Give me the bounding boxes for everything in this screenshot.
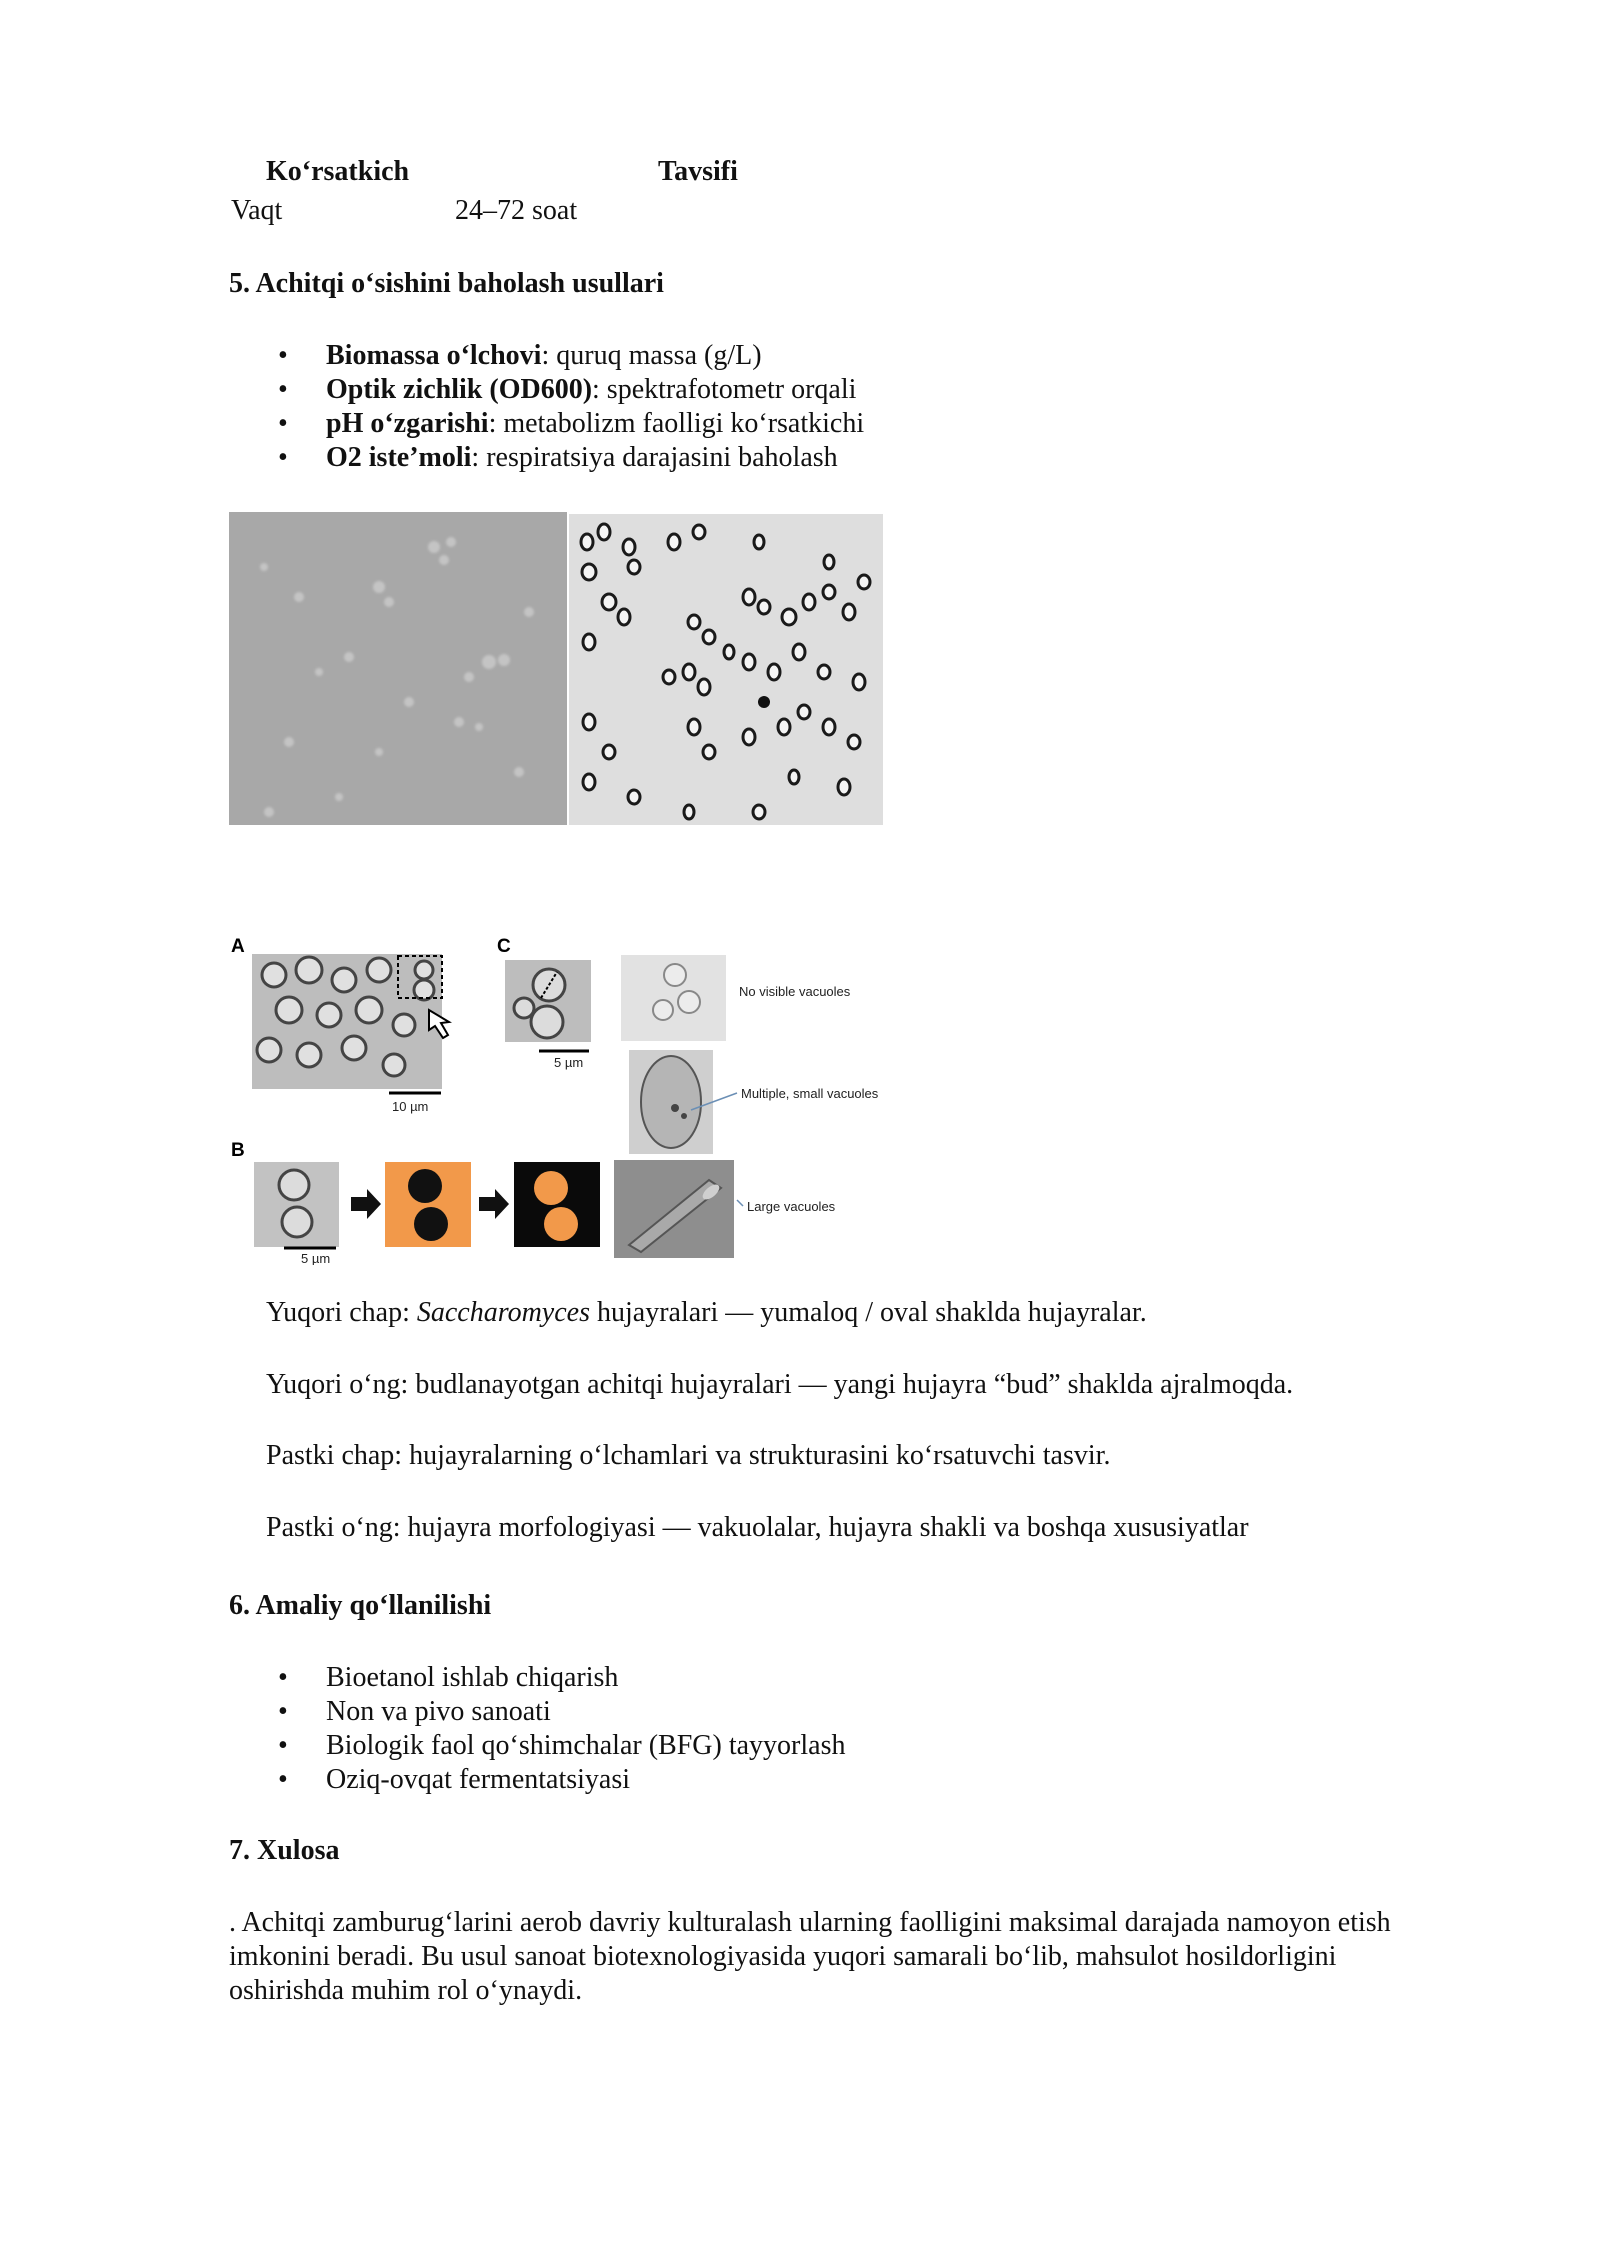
list-item [278,1695,845,1729]
conclusion-line-1: . Achitqi zamburugʻlarini aerob davriy kulturalash ularning faolligini maksimal darajada namoyon etish [229,1907,1391,1938]
section-5-heading: 5. Achitqi oʻsishini baholash usullari [229,268,664,299]
scale-10um: 10 µm [392,1099,429,1114]
conclusion-line-2: imkonini beradi. Bu usul sanoat biotexnologiyasida yuqori samarali boʻlib, mahsulot hosildorligini [229,1941,1337,1972]
arrow-right-icon [479,1189,509,1219]
caption-bottom-right: Pastki oʻng: hujayra morfologiyasi — vakuolalar, hujayra shakli va boshqa xususiyatlar [266,1512,1249,1543]
yeast-microscopy-figure [229,512,883,825]
panel-a-label: A [231,936,245,957]
pointer-line [737,1200,743,1206]
list-item-text: Bioetanol ishlab chiqarish [326,1662,619,1693]
table-header-description: Tavsifi [658,156,738,187]
vacuole [681,1113,687,1119]
list-item-term: Biomassa oʻlchovi [326,340,542,371]
list-item-text: Non va pivo sanoati [326,1696,551,1727]
bullet-icon: • [278,1730,288,1761]
list-item [278,1729,846,1763]
arrow-right-icon [351,1189,381,1219]
segmented-cell [408,1169,442,1203]
list-item-text: Biologik faol qoʻshimchalar (BFG) tayyorlash [326,1730,846,1761]
bullet-icon: • [278,374,288,405]
bullet-icon: • [278,1764,288,1795]
section-6-heading: 6. Amaliy qoʻllanilishi [229,1590,492,1621]
panel-c-label: C [497,936,511,957]
scale-5um-c: 5 µm [554,1055,584,1070]
list-item-desc: : quruq massa (g/L) [541,340,762,371]
budding-micrograph [569,514,883,825]
caption-bottom-left: Pastki chap: hujayralarning oʻlchamlari va strukturasini koʻrsatuvchi tasvir. [266,1440,1111,1471]
table-cell-label: Vaqt [231,195,283,226]
conclusion-line-3: oshirishda muhim rol oʻynaydi. [229,1975,583,2006]
list-item [278,373,864,407]
caption-top-right: Yuqori oʻng: budlanayotgan achitqi hujayralari — yangi hujayra “bud” shaklda ajralmoqda. [266,1369,1294,1400]
bullet-icon: • [278,408,288,439]
panel-b-label: B [231,1140,245,1161]
section-7-heading: 7. Xulosa [229,1835,340,1866]
label-multiple-small-vacuoles: Multiple, small vacuoles [741,1086,879,1101]
list-item-desc: : metabolizm faolligi koʻrsatkichi [488,408,865,439]
caption-text: Yuqori chap: [266,1297,417,1328]
vacuole [671,1104,679,1112]
growth-methods-list [278,339,865,475]
list-item-text: Oziq-ovqat fermentatsiyasi [326,1764,631,1795]
list-item [278,407,865,441]
bullet-icon: • [278,1662,288,1693]
list-item-desc: : respiratsiya darajasini baholash [471,442,838,473]
yeast-morphology-figure [229,930,919,1265]
list-item-desc: : spektrafotometr orqali [592,374,857,405]
table-cell-value: 24–72 soat [455,195,578,226]
blurred-micrograph [229,512,567,825]
species-name: Saccharomyces [416,1297,590,1328]
list-item [278,339,864,373]
mask-cell [534,1171,568,1205]
label-no-visible-vacuoles: No visible vacuoles [739,984,851,999]
cell-with-small-vacuoles [641,1056,701,1148]
scale-5um-b: 5 µm [301,1251,331,1265]
bullet-icon: • [278,340,288,371]
mask-cell [544,1207,578,1241]
caption-top-left [266,1296,1147,1330]
caption-text: hujayralari — yumaloq / oval shaklda hujayralar. [589,1297,1147,1328]
list-item [278,1763,845,1797]
segmented-cell [414,1207,448,1241]
list-item [278,1661,845,1695]
list-item [278,441,864,475]
bullet-icon: • [278,442,288,473]
list-item-term: O2 isteʼmoli [326,442,472,473]
list-item-term: pH oʻzgarishi [326,408,489,439]
bullet-icon: • [278,1696,288,1727]
label-large-vacuoles: Large vacuoles [747,1199,836,1214]
applications-list [278,1661,846,1797]
dark-particle [758,696,770,708]
table-header-indicator: Koʻrsatkich [266,156,410,187]
list-item-term: Optik zichlik (OD600) [326,374,593,405]
